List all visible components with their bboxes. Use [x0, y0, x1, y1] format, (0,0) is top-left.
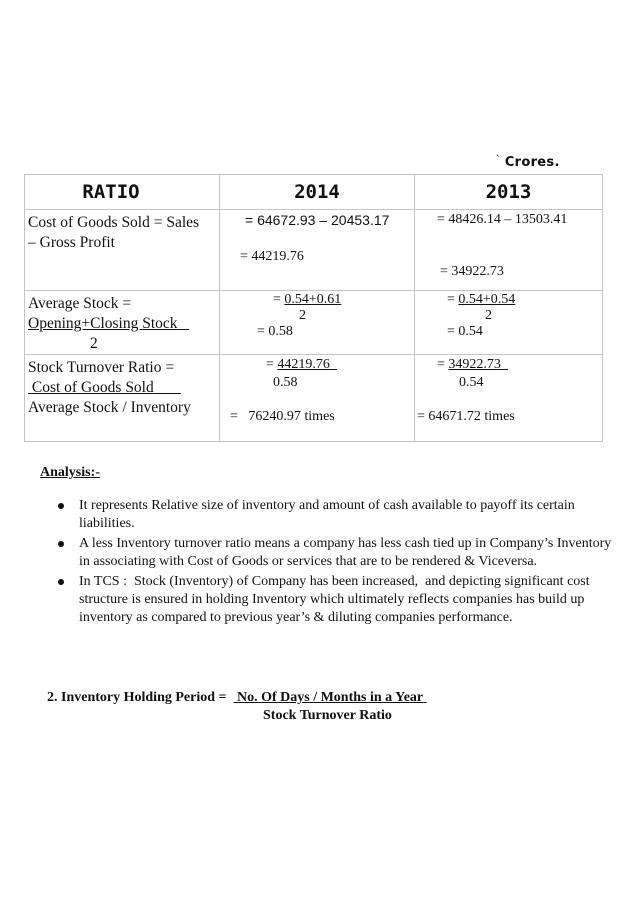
unit-note	[496, 155, 560, 170]
numerator-line: = 34922.73	[437, 357, 501, 372]
bullet-icon	[58, 503, 64, 509]
cell-2014	[220, 210, 415, 291]
header-2014: 2014	[220, 175, 415, 210]
ratio-table	[24, 174, 603, 442]
formula-line: = 48426.14 – 13503.41	[437, 212, 568, 227]
result-line: = 44219.76	[240, 249, 304, 264]
denominator-line: 0.54	[459, 375, 484, 390]
row-label	[25, 355, 220, 442]
numerator-line: = 44219.76	[266, 357, 330, 372]
bullet-icon	[58, 579, 64, 585]
label-line: Stock Turnover Ratio =	[28, 359, 175, 376]
denominator-line: 0.58	[273, 375, 298, 390]
label-line: Average Stock / Inventory	[28, 399, 191, 416]
cell-2013	[415, 210, 603, 291]
label-line: Cost of Goods Sold	[31, 379, 154, 396]
result-line: = 0.54	[447, 324, 483, 339]
table-row	[25, 291, 603, 355]
unit-label: Crores.	[504, 155, 560, 170]
numerator-line: = 0.54+0.54	[447, 292, 516, 307]
table-header-row	[25, 175, 603, 210]
list-item: A less Inventory turnover ratio means a company has less cash tied up in Company’s Inventory in associating with Cost of Goods or services that are to be rendered & Viceversa.	[58, 535, 618, 571]
label-line: – Gross Profit	[28, 234, 115, 251]
cell-2014	[220, 291, 415, 355]
label-line: Cost of Goods Sold = Sales	[28, 214, 200, 231]
cell-2014	[220, 355, 415, 442]
holding-period-formula: 2. Inventory Holding Period = No. Of Days / Months in a Year	[47, 690, 424, 705]
analysis-heading: Analysis:-	[40, 465, 100, 480]
header-ratio: RATIO	[25, 175, 220, 210]
formula-line: = 64672.93 – 20453.17	[245, 212, 390, 228]
result-line: = 34922.73	[440, 264, 504, 279]
list-item: In TCS : Stock (Inventory) of Company has been increased, and depicting significant cost structure is ensured in holding Inventory which ultimately reflects companies has build up inventory as compared to previous year’s & diluting companies performance.	[58, 573, 618, 627]
holding-period-denominator: Stock Turnover Ratio	[263, 708, 392, 723]
rupee-symbol: `	[496, 155, 501, 165]
row-label	[25, 291, 220, 355]
header-2013: 2013	[415, 175, 603, 210]
list-item: It represents Relative size of inventory and amount of cash available to payoff its certain liabilities.	[58, 497, 618, 533]
table-row	[25, 355, 603, 442]
label-line: Opening+Closing Stock	[28, 315, 178, 332]
result-line: = 0.58	[257, 324, 293, 339]
numerator-line: = 0.54+0.61	[273, 292, 342, 307]
bullet-icon	[58, 541, 64, 547]
result-line: = 64671.72 times	[417, 409, 515, 424]
denominator-line: 2	[299, 308, 306, 323]
label-line: 2	[90, 335, 98, 352]
result-line: = 76240.97 times	[230, 409, 335, 424]
table-row	[25, 210, 603, 291]
label-line: Average Stock =	[28, 295, 132, 312]
analysis-list	[58, 497, 618, 629]
cell-2013	[415, 355, 603, 442]
denominator-line: 2	[485, 308, 492, 323]
row-label	[25, 210, 220, 291]
cell-2013	[415, 291, 603, 355]
